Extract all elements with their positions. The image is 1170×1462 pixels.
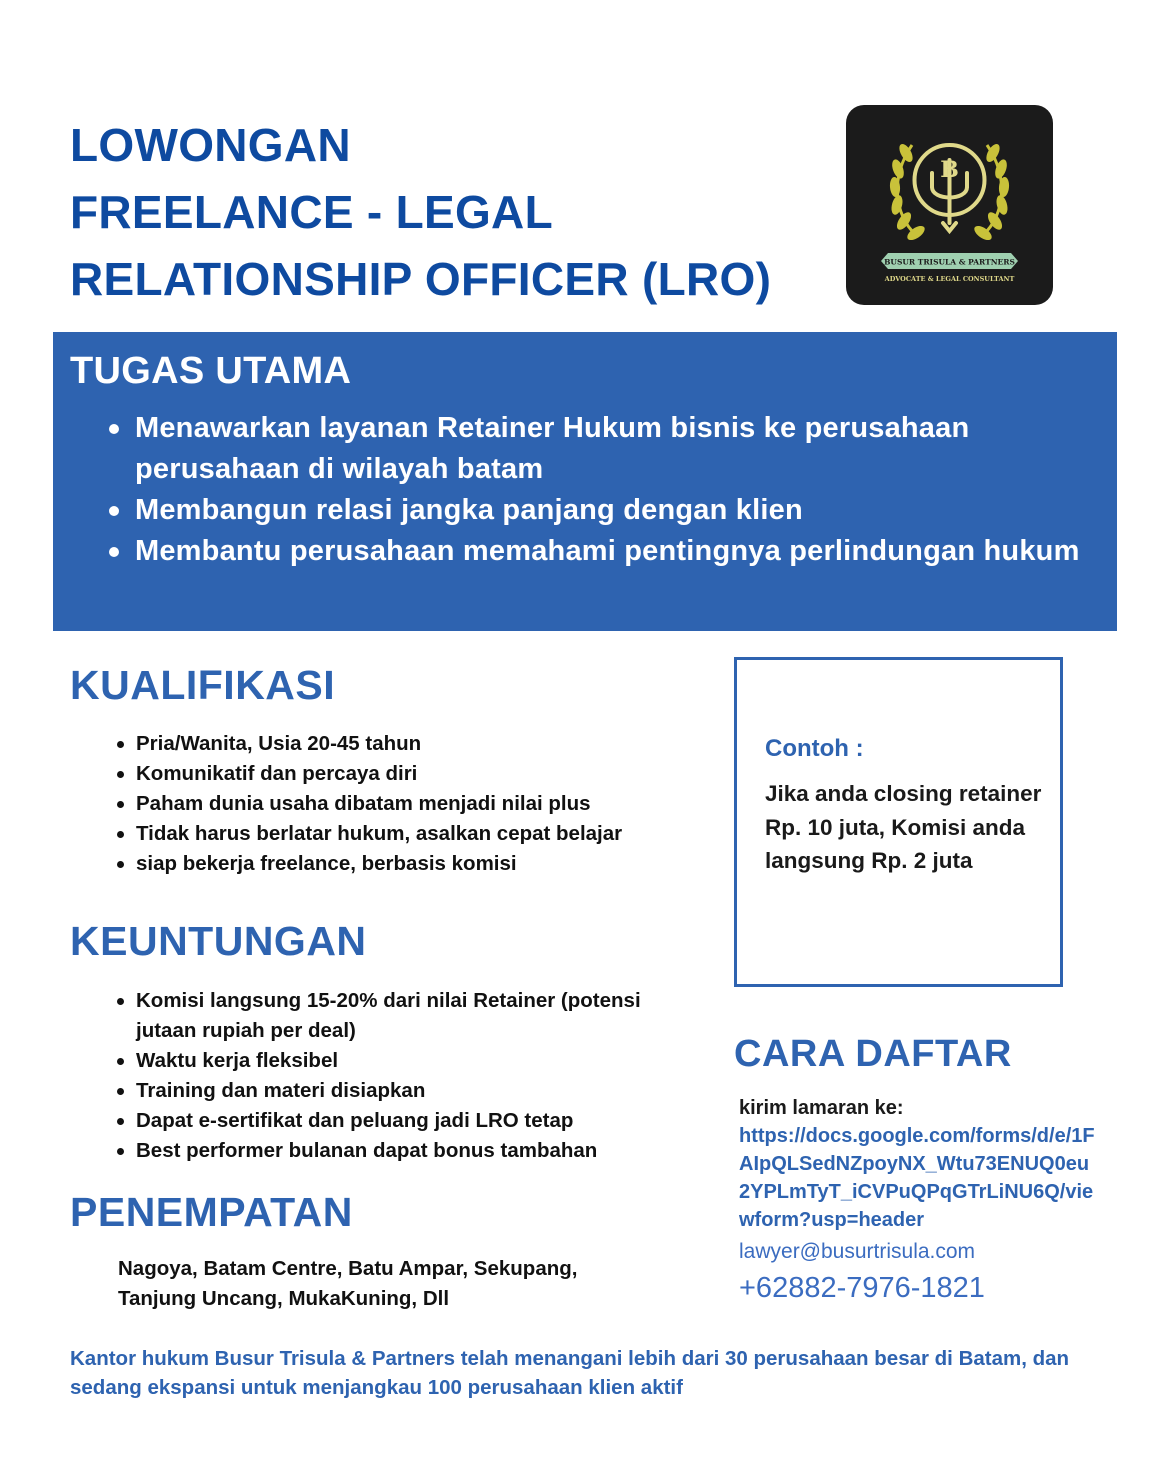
list-item: Training dan materi disiapkan (136, 1076, 696, 1106)
cara-daftar-label: kirim lamaran ke: (739, 1097, 904, 1119)
footer-text: Kantor hukum Busur Trisula & Partners telah menangani lebih dari 30 perusahaan besar di Batam, dan sedang ekspansi untuk menjangkau 100 perusahaan klien aktif (70, 1347, 1070, 1399)
keuntungan-list (136, 986, 696, 1166)
contoh-box (734, 657, 1063, 987)
list-item: Menawarkan layanan Retainer Hukum bisnis ke perusahaan perusahaan di wilayah batam (135, 408, 1095, 490)
tugas-heading: TUGAS UTAMA (70, 350, 352, 392)
penempatan-text: Nagoya, Batam Centre, Batu Ampar, Sekupang, Tanjung Uncang, MukaKuning, Dll (118, 1257, 578, 1310)
penempatan-heading: PENEMPATAN (70, 1189, 353, 1235)
keuntungan-heading: KEUNTUNGAN (70, 918, 367, 964)
kualifikasi-list (136, 729, 716, 879)
list-item: Waktu kerja fleksibel (136, 1046, 696, 1076)
kualifikasi-heading: KUALIFIKASI (70, 662, 336, 708)
title-line-3: RELATIONSHIP OFFICER (LRO) (70, 253, 772, 305)
tugas-utama-section (53, 332, 1117, 631)
title-line-1: LOWONGAN (70, 119, 351, 171)
phone-number[interactable]: +62882-7976-1821 (739, 1272, 985, 1304)
svg-text:BUSUR TRISULA & PARTNERS: BUSUR TRISULA & PARTNERS (884, 257, 1015, 267)
email-link[interactable]: lawyer@busurtrisula.com (739, 1240, 976, 1263)
list-item: Komunikatif dan percaya diri (136, 759, 716, 789)
list-item: Paham dunia usaha dibatam menjadi nilai plus (136, 789, 716, 819)
contoh-label: Contoh : (765, 735, 864, 762)
svg-text:ADVOCATE & LEGAL CONSULTANT: ADVOCATE & LEGAL CONSULTANT (884, 275, 1015, 283)
list-item: siap bekerja freelance, berbasis komisi (136, 849, 716, 879)
list-item: Best performer bulanan dapat bonus tambahan (136, 1136, 696, 1166)
contoh-text: Jika anda closing retainer Rp. 10 juta, Komisi anda langsung Rp. 2 juta (765, 781, 1042, 873)
list-item: Dapat e-sertifikat dan peluang jadi LRO tetap (136, 1106, 696, 1136)
svg-text:B: B (940, 157, 959, 183)
list-item: Membangun relasi jangka panjang dengan klien (135, 490, 1095, 531)
page-title (70, 112, 771, 313)
list-item: Tidak harus berlatar hukum, asalkan cepat belajar (136, 819, 716, 849)
registration-form-link[interactable]: https://docs.google.com/forms/d/e/1FAIpQLSedNZpoyNX_Wtu73ENUQ0eu2YPLmTyT_iCVPuQPqGTrLiNU6Q/viewform?usp=header (739, 1125, 1095, 1231)
cara-daftar-heading: CARA DAFTAR (734, 1033, 1012, 1075)
title-line-2: FREELANCE - LEGAL (70, 186, 553, 238)
list-item: Pria/Wanita, Usia 20-45 tahun (136, 729, 716, 759)
company-logo (846, 105, 1053, 305)
list-item: Membantu perusahaan memahami pentingnya perlindungan hukum (135, 531, 1095, 572)
laurel-logo-icon (846, 105, 1053, 305)
tugas-list (135, 408, 1095, 572)
list-item: Komisi langsung 15-20% dari nilai Retainer (potensi jutaan rupiah per deal) (136, 986, 696, 1046)
